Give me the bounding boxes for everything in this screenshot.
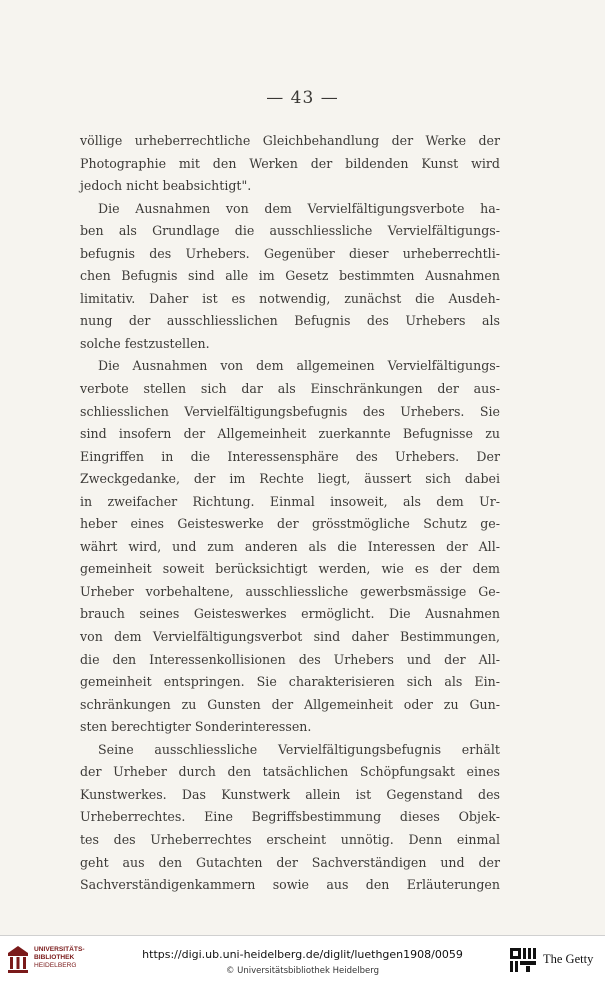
text-line: schränkungen zu Gunsten der Allgemeinheit oder zu Gun-: [80, 696, 500, 712]
text-line: brauch seines Geisteswerkes ermöglicht. Die Ausnahmen: [80, 606, 500, 622]
page-number: — 43 —: [266, 88, 339, 108]
text-line: sten berechtigter Sonderinteressen.: [80, 719, 312, 735]
text-line: gemeinheit entspringen. Sie charakterisieren sich als Ein-: [80, 674, 500, 690]
library-name-line: UNIVERSITÄTS-: [34, 946, 85, 953]
text-line: Die Ausnahmen von dem Vervielfältigungsverbote ha-: [98, 200, 500, 216]
text-line: in zweifacher Richtung. Einmal insoweit, als dem Ur-: [80, 493, 500, 509]
text-line: sind insofern der Allgemeinheit zuerkannte Befugnisse zu: [80, 426, 500, 442]
library-name-line: BIBLIOTHEK: [34, 954, 75, 961]
getty-name: The Getty: [543, 952, 594, 966]
text-line: geht aus den Gutachten der Sachverständigen und der: [80, 854, 500, 870]
text-line: die den Interessenkollisionen des Urhebers und der All-: [80, 651, 500, 667]
text-line: Urheber vorbehaltene, ausschliessliche gewerbsmässige Ge-: [80, 583, 500, 599]
text-line: gemeinheit soweit berücksichtigt werden, wie es der dem: [80, 561, 500, 577]
copyright-notice: © Universitätsbibliothek Heidelberg: [225, 966, 379, 976]
text-line: heber eines Geisteswerke der grösstmögliche Schutz ge-: [80, 516, 500, 532]
text-line: solche festzustellen.: [80, 335, 210, 351]
text-line: limitativ. Daher ist es notwendig, zunächst die Ausdeh-: [80, 290, 500, 306]
viewer-footer: [0, 935, 605, 983]
text-line: Urheberrechtes. Eine Begriffsbestimmung dieses Objek-: [80, 809, 500, 825]
text-line: ben als Grundlage die ausschliessliche Vervielfältigungs-: [80, 223, 500, 239]
text-line: nung der ausschliesslichen Befugnis des Urhebers als: [80, 313, 500, 329]
text-line: tes des Urheberrechtes erscheint unnötig. Denn einmal: [80, 831, 500, 847]
text-line: Kunstwerkes. Das Kunstwerk allein ist Gegenstand des: [80, 786, 500, 802]
text-line: schliesslichen Vervielfältigungsbefugnis des Urhebers. Sie: [80, 403, 500, 419]
text-line: Seine ausschliessliche Vervielfältigungsbefugnis erhält: [98, 741, 500, 757]
text-line: jedoch nicht beabsichtigt".: [80, 178, 252, 194]
text-line: der Urheber durch den tatsächlichen Schöpfungsakt eines: [80, 764, 500, 780]
permalink-url[interactable]: https://digi.ub.uni-heidelberg.de/diglit/luethgen1908/0059: [142, 948, 463, 961]
text-line: Sachverständigenkammern sowie aus den Erläuterungen: [80, 877, 500, 893]
text-line: Die Ausnahmen von dem allgemeinen Vervielfältigungs-: [98, 358, 500, 374]
text-line: währt wird, und zum anderen als die Interessen der All-: [80, 538, 500, 554]
library-name-line: HEIDELBERG: [34, 962, 77, 969]
text-line: chen Befugnis sind alle im Gesetz bestimmten Ausnahmen: [80, 268, 500, 284]
text-line: verbote stellen sich dar als Einschränkungen der aus-: [80, 381, 500, 397]
text-line: Photographie mit den Werken der bildenden Kunst wird: [80, 155, 500, 171]
text-line: völlige urheberrechtliche Gleichbehandlung der Werke der: [80, 133, 500, 148]
text-line: von dem Vervielfältigungsverbot sind daher Bestimmungen,: [80, 629, 500, 645]
text-line: befugnis des Urhebers. Gegenüber dieser urheberrechtli-: [80, 245, 500, 261]
page-text: [80, 130, 500, 897]
getty-logo-icon: [510, 948, 536, 972]
text-line: Zweckgedanke, der im Rechte liegt, äussert sich dabei: [80, 471, 500, 487]
text-line: Eingriffen in die Interessensphäre des Urhebers. Der: [80, 448, 500, 464]
